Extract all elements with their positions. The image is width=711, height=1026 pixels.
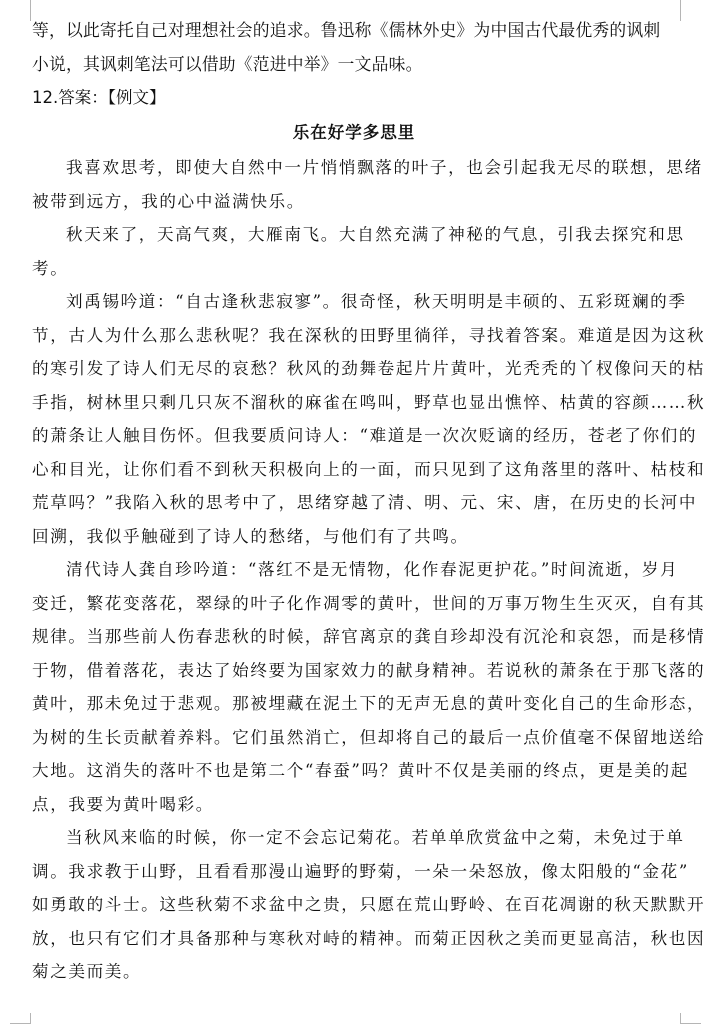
text-line: 节，古人为什么那么悲秋呢？我在深秋的田野里徜徉，寻找着答案。难道是因为这秋	[32, 325, 706, 345]
essay-paragraph	[32, 553, 706, 821]
crop-mark-bottom-right	[680, 1013, 701, 1024]
text-line: 手指，树林里只剩几只灰不溜秋的麻雀在鸣叫，野草也显出憔悴、枯黄的容颜……秋	[32, 392, 706, 412]
text-line: 为树的生长贡献着养料。它们虽然消亡，但却将自己的最后一点价值毫不保留地送给	[32, 727, 706, 747]
text-line: 刘禹锡吟道：“自古逢秋悲寂寥”。很奇怪，秋天明明是丰硕的、五彩斑斓的季	[66, 292, 687, 311]
text-line: 清代诗人龚自珍吟道：“落红不是无情物，化作春泥更护花。”时间流逝，岁月	[66, 560, 679, 579]
crop-mark-top-left	[10, 0, 31, 21]
text-line: 规律。当那些前人伤春悲秋的时候，辞官离京的龚自珍却没有沉沦和哀怨，而是移情	[32, 627, 706, 646]
text-line: 的寒引发了诗人们无尽的哀愁？秋风的劲舞卷起片片黄叶，光秃秃的丫杈像问天的枯	[32, 359, 706, 378]
text-line: 被带到远方，我的心中溢满快乐。	[32, 191, 305, 211]
text-line: 变迁，繁花变落花，翠绿的叶子化作凋零的黄叶，世间的万事万物生生灭灭，自有其	[32, 593, 706, 613]
text-line: 菊之美而美。	[32, 962, 142, 981]
answer-label: 12.答案：【例文】	[32, 88, 166, 107]
text-line: 等，以此寄托自己对理想社会的追求。鲁迅称《儒林外史》为中国古代最优秀的讽刺	[32, 20, 661, 40]
crop-mark-top-right	[680, 0, 701, 21]
text-line: 荒草吗？”我陷入秋的思考中了，思绪穿越了清、明、元、宋、唐，在历史的长河中	[32, 493, 698, 512]
text-line: 如勇敢的斗士。这些秋菊不求盆中之贵，只愿在荒山野岭、在百花凋谢的秋天默默开	[32, 895, 706, 914]
essay-title: 乐在好学多思里	[292, 123, 416, 142]
text-line: 的萧条让人触目伤怀。但我要质问诗人：“难道是一次次贬谪的经历，苍老了你们的	[32, 426, 698, 445]
document-body	[32, 14, 706, 989]
essay-paragraph	[32, 151, 703, 218]
text-line: 于物，借着落花，表达了始终要为国家效力的献身精神。若说秋的萧条在于那飞落的	[32, 660, 706, 680]
text-line: 调。我求教于山野，且看看那漫山遍野的野菊，一朵一朵怒放，像太阳般的“金花”	[32, 861, 689, 881]
essay-body	[32, 151, 706, 989]
crop-mark-bottom-left	[10, 1013, 31, 1024]
text-line: 点，我要为黄叶喝彩。	[32, 794, 214, 814]
text-line: 黄叶，那未免过于悲观。那被埋藏在泥土下的无声无息的黄叶变化自己的生命形态，	[32, 694, 706, 713]
essay-paragraph	[32, 218, 685, 285]
text-line: 我喜欢思考，即使大自然中一片悄悄飘落的叶子，也会引起我无尽的联想，思绪	[66, 158, 703, 177]
text-line: 心和目光，让你们看不到秋天积极向上的一面，而只见到了这角落里的落叶、枯枝和	[32, 459, 706, 479]
text-line: 小说，其讽刺笔法可以借助《范进中举》一文品味。	[32, 53, 423, 74]
essay-paragraph	[32, 821, 706, 989]
text-line: 放，也只有它们才具备那种与寒秋对峙的精神。而菊正因秋之美而更显高洁，秋也因	[32, 928, 706, 948]
text-line: 回溯，我似乎触碰到了诗人的愁绪，与他们有了共鸣。	[32, 526, 469, 546]
text-line: 大地。这消失的落叶不也是第二个“春蚕”吗？黄叶不仅是美丽的终点，更是美的起	[32, 761, 689, 780]
text-line: 考。	[32, 258, 69, 278]
text-line: 当秋风来临的时候，你一定不会忘记菊花。若单单欣赏盆中之菊，未免过于单	[66, 828, 685, 847]
text-line: 秋天来了，天高气爽，大雁南飞。大自然充满了神秘的气息，引我去探究和思	[66, 225, 685, 244]
essay-paragraph	[32, 285, 706, 553]
preceding-answer-text	[32, 14, 676, 81]
